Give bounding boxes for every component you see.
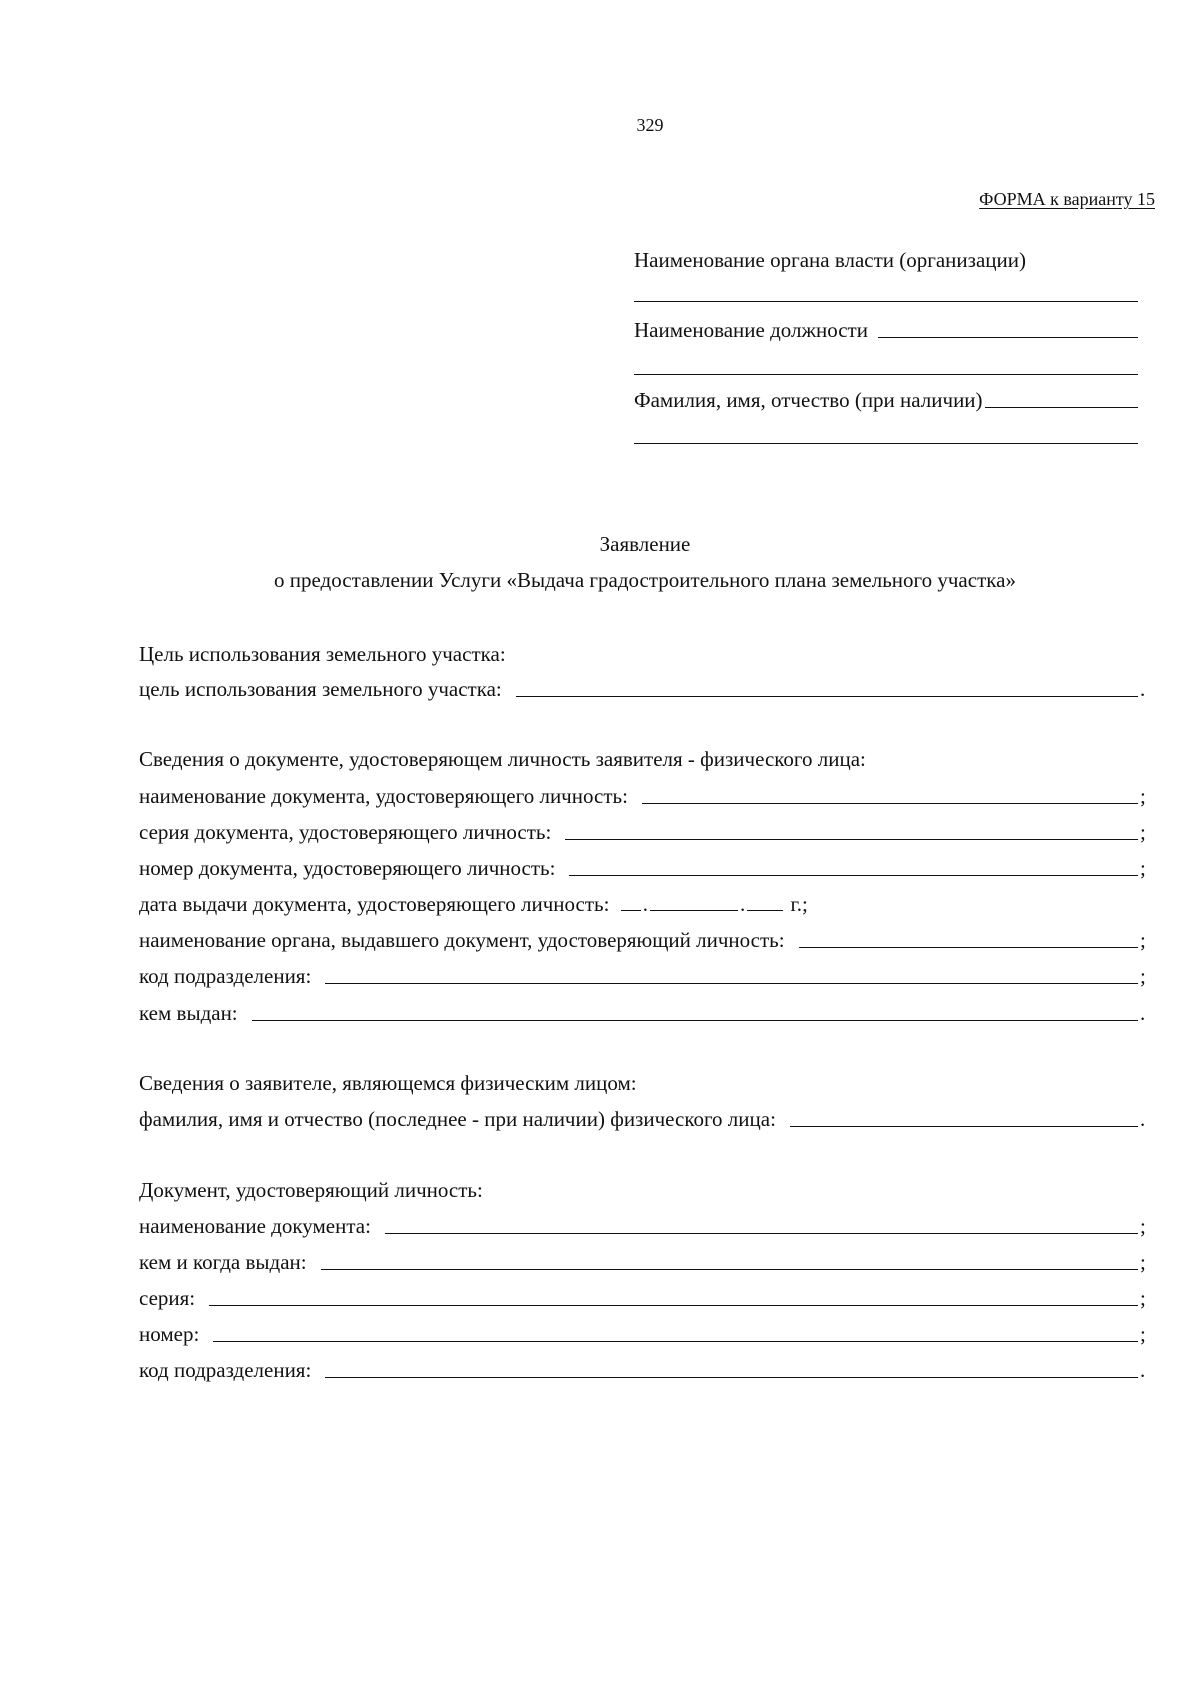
document-subtitle: о предоставлении Услуги «Выдача градостроительного плана земельного участка» <box>274 568 1016 592</box>
position-field[interactable] <box>878 337 1138 338</box>
document-division-row <box>139 1357 1150 1383</box>
document-heading: Документ, удостоверяющий личность: <box>139 1178 483 1202</box>
identity-docname-end: ; <box>1140 784 1146 808</box>
identity-division-field[interactable] <box>325 983 1138 984</box>
identity-division-row <box>139 963 1150 989</box>
identity-number-label: номер документа, удостоверяющего личность: <box>139 856 556 880</box>
page-number: 329 <box>636 115 664 135</box>
identity-number-end: ; <box>1140 856 1146 880</box>
document-name-label: наименование документа: <box>139 1214 371 1238</box>
identity-date-sep2: . <box>739 892 746 916</box>
identity-date-row <box>139 891 808 917</box>
identity-number-field[interactable] <box>569 875 1138 876</box>
document-division-end: . <box>1140 1358 1146 1382</box>
applicant-heading: Сведения о заявителе, являющемся физическим лицом: <box>139 1071 637 1095</box>
document-name-field[interactable] <box>385 1233 1138 1234</box>
document-issued-field[interactable] <box>321 1269 1138 1270</box>
identity-issuedby-end: . <box>1140 1001 1146 1025</box>
applicant-fio-end: . <box>1140 1107 1146 1131</box>
identity-division-end: ; <box>1140 964 1146 988</box>
document-issued-label: кем и когда выдан: <box>139 1250 307 1274</box>
identity-issuer-row <box>139 927 1150 953</box>
purpose-end: . <box>1140 677 1146 701</box>
applicant-fio-row <box>139 1106 1150 1132</box>
position-row <box>634 317 1138 343</box>
document-series-end: ; <box>1140 1286 1146 1310</box>
fio-field-line2[interactable] <box>634 443 1138 444</box>
document-name-end: ; <box>1140 1214 1146 1238</box>
applicant-fio-label: фамилия, имя и отчество (последнее - при наличии) физического лица: <box>139 1107 776 1131</box>
identity-series-end: ; <box>1140 820 1146 844</box>
identity-issuer-end: ; <box>1140 928 1146 952</box>
identity-series-label: серия документа, удостоверяющего личность: <box>139 820 552 844</box>
identity-date-day-field[interactable] <box>621 910 641 911</box>
document-issued-end: ; <box>1140 1250 1146 1274</box>
purpose-field[interactable] <box>516 696 1138 697</box>
identity-division-label: код подразделения: <box>139 964 312 988</box>
position-label: Наименование должности <box>634 318 868 342</box>
identity-issuer-field[interactable] <box>799 947 1138 948</box>
identity-date-month-field[interactable] <box>650 910 738 911</box>
fio-field[interactable] <box>985 407 1138 408</box>
position-field-line2[interactable] <box>634 374 1138 375</box>
fio-row <box>634 387 1138 413</box>
document-name-row <box>139 1213 1150 1239</box>
identity-issuedby-label: кем выдан: <box>139 1001 238 1025</box>
document-division-field[interactable] <box>325 1377 1138 1378</box>
document-division-label: код подразделения: <box>139 1358 312 1382</box>
identity-date-suffix: г.; <box>790 892 808 916</box>
identity-date-label: дата выдачи документа, удостоверяющего личность: <box>139 892 610 916</box>
identity-docname-label: наименование документа, удостоверяющего личность: <box>139 784 628 808</box>
document-series-row <box>139 1285 1150 1311</box>
identity-docname-field[interactable] <box>642 803 1138 804</box>
identity-docname-row <box>139 783 1150 809</box>
document-number-field[interactable] <box>213 1341 1138 1342</box>
document-series-field[interactable] <box>209 1305 1138 1306</box>
identity-heading: Сведения о документе, удостоверяющем личность заявителя - физического лица: <box>139 747 866 771</box>
applicant-fio-field[interactable] <box>790 1126 1138 1127</box>
document-number-label: номер: <box>139 1322 200 1346</box>
identity-series-row <box>139 819 1150 845</box>
identity-number-row <box>139 855 1150 881</box>
identity-series-field[interactable] <box>565 839 1138 840</box>
authority-label: Наименование органа власти (организации) <box>634 248 1026 272</box>
fio-label: Фамилия, имя, отчество (при наличии) <box>634 388 983 412</box>
identity-issuedby-row <box>139 1000 1150 1026</box>
document-number-end: ; <box>1140 1322 1146 1346</box>
identity-date-sep1: . <box>642 892 648 916</box>
identity-issuedby-field[interactable] <box>252 1020 1138 1021</box>
document-series-label: серия: <box>139 1286 196 1310</box>
purpose-heading: Цель использования земельного участка: <box>139 642 506 666</box>
identity-issuer-label: наименование органа, выдавшего документ, удостоверяющий личность: <box>139 928 785 952</box>
purpose-row <box>139 676 1150 702</box>
purpose-label: цель использования земельного участка: <box>139 677 502 701</box>
document-number-row <box>139 1321 1150 1347</box>
document-title: Заявление <box>599 532 691 556</box>
authority-field[interactable] <box>634 301 1138 302</box>
identity-date-year-field[interactable] <box>747 910 783 911</box>
document-issued-row <box>139 1249 1150 1275</box>
form-tag: ФОРМА к варианту 15 <box>979 189 1155 209</box>
